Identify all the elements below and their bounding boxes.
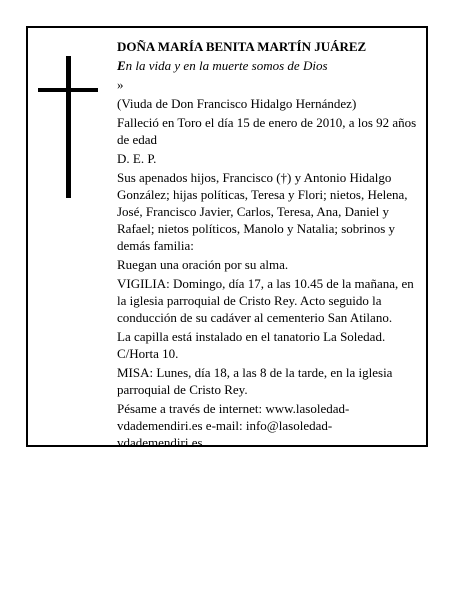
motto (117, 57, 417, 74)
deceased-name: DOÑA MARÍA BENITA MARTÍN JUÁREZ (117, 39, 367, 54)
rip: D. E. P. (117, 151, 157, 166)
chapel-location: La capilla está instalado en el tanatorio La Soledad. C/Horta 10. (117, 329, 386, 361)
motto-close-quote: » (117, 77, 124, 92)
death-notice: Falleció en Toro el día 15 de enero de 2010, a los 92 años de edad (117, 115, 417, 147)
cross-icon (38, 56, 98, 198)
family-list: Sus apenados hijos, Francisco (†) y Antonio Hidalgo González; hijas políticas, Teresa y Flori; nietos, Helena, José, Francisco Javier, Carlos, Teresa, Ana, Daniel y Rafael; nietos políticos, Manolo y Natalia; sobrinos y demás familia: (117, 170, 408, 253)
motto-text: n la vida y en la muerte somos de Dios (125, 58, 328, 73)
prayer-request: Ruegan una oración por su alma. (117, 257, 289, 272)
obituary-content (117, 38, 417, 453)
mass-details: MISA: Lunes, día 18, a las 8 de la tarde, en la iglesia parroquial de Cristo Rey. (117, 365, 393, 397)
obituary-notice (26, 26, 428, 450)
motto-first-letter: E (117, 58, 126, 73)
widow-of: (Viuda de Don Francisco Hidalgo Hernández) (117, 96, 357, 111)
cross-vertical-bar (66, 56, 71, 198)
vigil-details: VIGILIA: Domingo, día 17, a las 10.45 de la mañana, en la iglesia parroquial de Cristo Rey. Acto seguido la conducción de su cadáver al cementerio San Atilano. (117, 276, 414, 325)
cross-horizontal-bar (38, 88, 98, 92)
condolences-info: Pésame a través de internet: www.lasoledad-vdademendiri.es e-mail: info@lasoledad-vdademendiri.es (117, 401, 350, 450)
